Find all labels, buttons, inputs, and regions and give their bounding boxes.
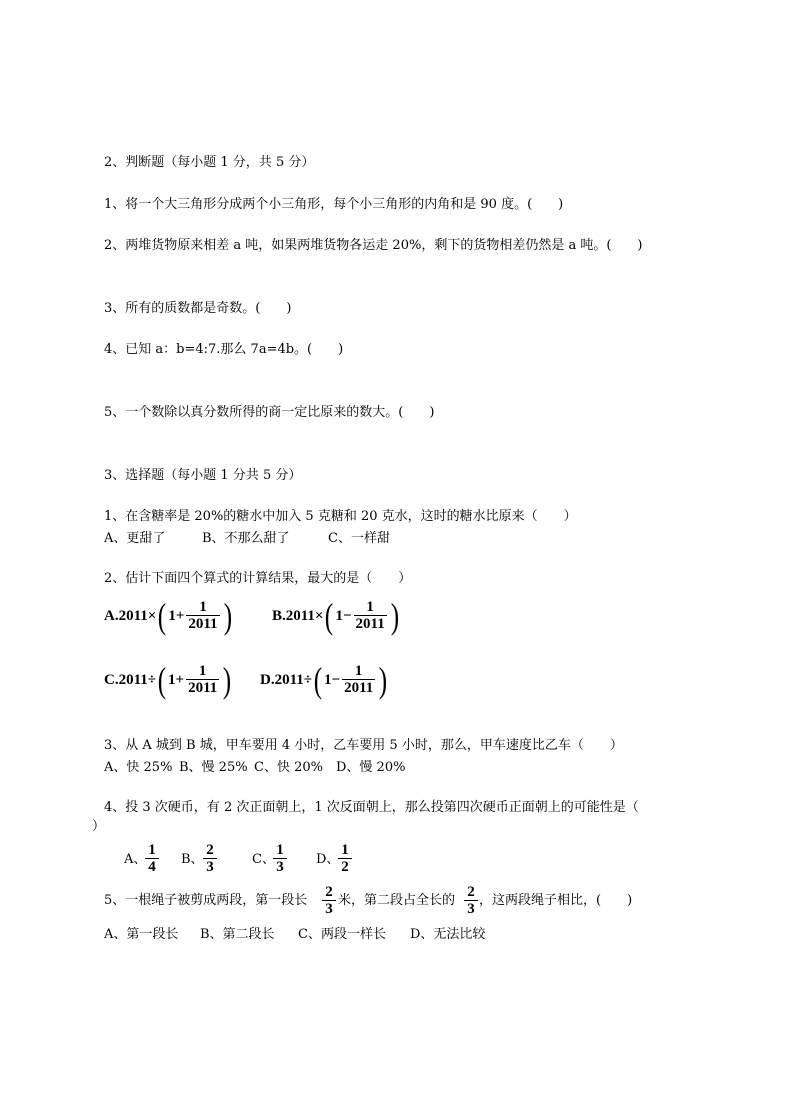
fraction-numerator: 2 (467, 884, 475, 900)
fraction-numerator: 1 (276, 842, 284, 858)
fraction-denominator: 4 (148, 859, 156, 875)
q5-stem-part1: 5、一根绳子被剪成两段，第一段长 (104, 893, 308, 908)
fraction-denominator: 3 (276, 859, 284, 875)
q4-option-a-label: A、 (124, 852, 147, 867)
judge-item-2: 2、两堆货物原来相差 a 吨，如果两堆货物各运走 20%，剩下的货物相差仍然是 a 吨。( ) (104, 238, 643, 253)
fraction-denominator: 3 (206, 859, 214, 875)
q1-option-c: C、一样甜 (328, 531, 390, 546)
q4-option-a-fraction (145, 842, 159, 875)
q2-c-one-plus: 1+ (168, 671, 185, 688)
fraction-denominator: 2 (341, 859, 349, 875)
q3-option-a: A、快 25% (104, 760, 173, 775)
q4-stem-line2: ） (92, 819, 106, 834)
q3-option-b: B、慢 25% (179, 760, 248, 775)
section3-heading: 3、选择题（每小题 1 分共 5 分） (104, 468, 302, 483)
q4-option-d-fraction (338, 842, 352, 875)
right-paren: ) (223, 596, 232, 636)
fraction-denominator: 2011 (188, 616, 218, 632)
fraction (342, 664, 375, 696)
q2-b-prefix: B.2011× (272, 607, 324, 624)
judge-item-4: 4、已知 a：b=4:7.那么 7a=4b。( ) (104, 342, 344, 357)
q4-stem-line1: 4、投 3 次硬币，有 2 次正面朝上，1 次反面朝上，那么投第四次硬币正面朝上的可能性是（ (104, 800, 639, 815)
fraction (186, 600, 219, 632)
q2-expression-a (104, 598, 234, 634)
q2-b-one-minus: 1− (335, 607, 352, 624)
judge-item-3: 3、所有的质数都是奇数。( ) (104, 301, 292, 316)
q1-option-b: B、不那么甜了 (202, 531, 290, 546)
fraction-numerator: 1 (199, 599, 207, 615)
fraction-numerator: 1 (148, 842, 156, 858)
q1-option-a: A、更甜了 (104, 531, 166, 546)
right-paren: ) (379, 660, 388, 700)
q2-d-prefix: D.2011÷ (260, 671, 312, 688)
fraction-denominator: 2011 (188, 680, 218, 696)
fraction-numerator: 1 (198, 663, 207, 679)
q4-option-b-fraction (203, 842, 217, 875)
fraction-numerator: 1 (354, 663, 363, 679)
fraction-denominator: 2011 (344, 680, 374, 696)
left-paren: ( (158, 596, 167, 636)
left-paren: ( (313, 660, 323, 700)
q2-expression-d (260, 662, 389, 698)
left-paren: ( (157, 660, 167, 700)
fraction-denominator: 3 (325, 901, 333, 917)
fraction-denominator: 3 (467, 901, 475, 917)
right-paren: ) (223, 660, 232, 700)
q2-a-prefix: A.2011× (104, 607, 157, 624)
fraction-numerator: 2 (206, 842, 214, 858)
section2-heading: 2、判断题（每小题 1 分，共 5 分） (104, 155, 315, 170)
fraction (354, 600, 387, 632)
q4-option-c-label: C、 (252, 852, 275, 867)
fraction-numerator: 1 (366, 599, 374, 615)
q2-a-one-plus: 1+ (168, 607, 185, 624)
q3-option-c: C、快 20% (254, 760, 323, 775)
q5-option-a: A、第一段长 (104, 927, 179, 942)
q4-option-b-label: B、 (181, 852, 204, 867)
left-paren: ( (325, 596, 334, 636)
q3-stem: 3、从 A 城到 B 城，甲车要用 4 小时，乙车要用 5 小时，那么，甲车速度比乙车（ ） (104, 738, 623, 753)
q5-option-c: C、两段一样长 (298, 927, 386, 942)
fraction-numerator: 2 (325, 884, 333, 900)
q5-option-b: B、第二段长 (200, 927, 275, 942)
right-paren: ) (390, 596, 399, 636)
q2-stem: 2、估计下面四个算式的计算结果，最大的是（ ） (104, 571, 412, 586)
judge-item-5: 5、一个数除以真分数所得的商一定比原来的数大。( ) (104, 405, 435, 420)
q5-fraction-2 (464, 884, 478, 917)
fraction (186, 664, 219, 696)
q5-fraction-1 (322, 884, 336, 917)
judge-item-1: 1、将一个大三角形分成两个小三角形，每个小三角形的内角和是 90 度。( ) (104, 197, 564, 212)
q2-d-one-minus: 1− (324, 671, 341, 688)
fraction-denominator: 2011 (355, 616, 385, 632)
q2-expression-c (104, 662, 233, 698)
q4-option-d-label: D、 (316, 852, 340, 867)
q3-options (104, 759, 405, 777)
q2-c-prefix: C.2011÷ (104, 671, 156, 688)
q2-expression-b (272, 598, 401, 634)
q5-option-d: D、无法比较 (410, 927, 486, 942)
q5-stem-part2: 米，第二段占全长的 (338, 893, 456, 908)
q5-options (104, 926, 485, 944)
q1-options (104, 530, 390, 548)
q1-stem: 1、在含糖率是 20%的糖水中加入 5 克糖和 20 克水，这时的糖水比原来（ ） (104, 509, 577, 524)
q4-option-c-fraction (273, 842, 287, 875)
q5-stem-part3: ，这两段绳子相比，( ) (479, 893, 633, 908)
fraction-numerator: 1 (341, 842, 349, 858)
q3-option-d: D、慢 20% (336, 760, 406, 775)
